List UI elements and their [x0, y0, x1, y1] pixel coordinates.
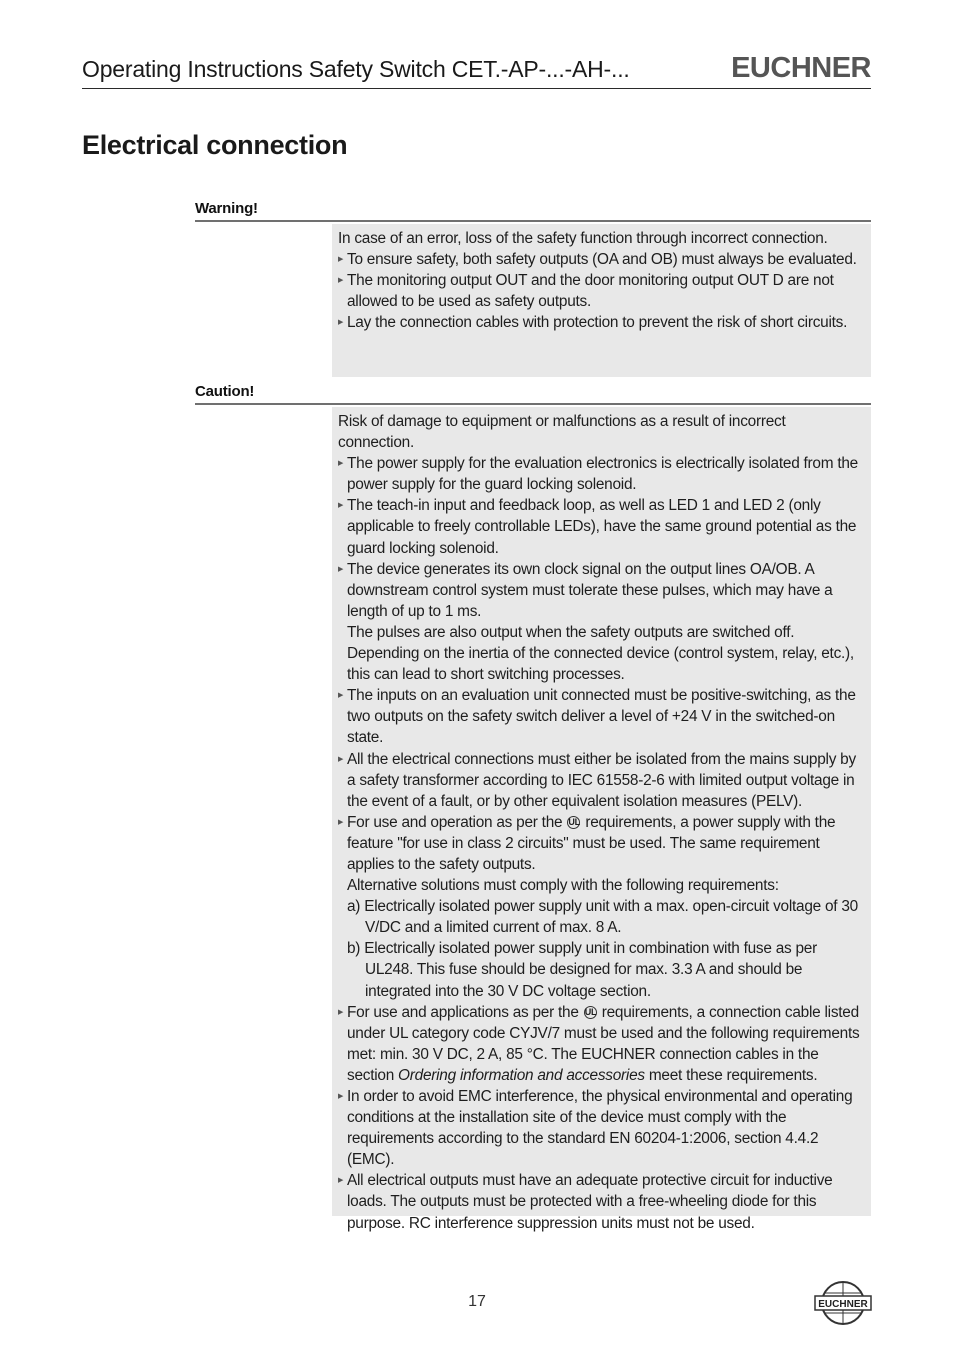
warning-intro: In case of an error, loss of the safety function through incorrect connection.	[338, 230, 828, 247]
bullet-icon: ▶	[338, 460, 344, 468]
bullet-icon: ▶	[338, 1177, 344, 1185]
list-item: ▶ For use and operation as per the UL requirements, a power supply with the feature "for use in class 2 circuits" must be used. The same requirement applies to the safety outputs. Alternative solutions must comply with the following requirements: a) Electrically isolated power supply unit with a max. open-circuit voltage of 30 V/DC and a limited current of max. 8 A. b) Electrically isolated power supply unit in combination with fuse as per UL248. This fuse should be designed for max. 3.3 A and should be integrated into the 30 V DC voltage section.	[338, 813, 858, 1000]
bullet-icon: ▶	[338, 277, 344, 285]
caution-box	[332, 407, 871, 1232]
bullet-icon: ▶	[338, 755, 344, 763]
caution-intro: Risk of damage to equipment or malfunctions as a result of incorrect connection.	[338, 413, 786, 452]
bullet-icon: ▶	[338, 319, 344, 327]
list-item: ▶ The device generates its own clock signal on the output lines OA/OB. A downstream control system must tolerate these pulses, which may have a length of up to 1 ms. The pulses are also output when the safety outputs are switched off. Depending on the inertia of the connected device (control system, relay, etc.), this can lead to short switching processes.	[338, 560, 854, 684]
list-item: ▶ The teach-in input and feedback loop, as well as LED 1 and LED 2 (only applicable to freely controllable LEDs), have the same ground potential as the guard locking solenoid.	[338, 497, 857, 557]
euchner-seal-logo	[814, 1280, 872, 1326]
bullet-icon: ▶	[338, 692, 344, 700]
list-item: ▶ Lay the connection cables with protection to prevent the risk of short circuits.	[338, 312, 865, 333]
document-title: Operating Instructions Safety Switch CET.-AP-...-AH-...	[82, 56, 630, 82]
caution-label: Caution!	[195, 383, 871, 405]
list-item: ▶ The monitoring output OUT and the door monitoring output OUT D are not allowed to be used as safety outputs.	[338, 272, 834, 311]
ul-mark-icon: UL	[568, 817, 580, 828]
bullet-icon: ▶	[338, 565, 344, 573]
list-item: ▶ The power supply for the evaluation electronics is electrically isolated from the power supply for the guard locking solenoid.	[338, 455, 858, 494]
warning-label: Warning!	[195, 200, 871, 222]
ul-mark-icon: UL	[584, 1007, 597, 1018]
bullet-icon: ▶	[338, 502, 344, 510]
section-title: Electrical connection	[82, 130, 348, 160]
bullet-icon: ▶	[338, 1093, 344, 1100]
footer-logo-text: EUCHNER	[818, 1299, 868, 1310]
page-header	[82, 52, 871, 89]
list-item: ▶ All the electrical connections must either be isolated from the mains supply by a safety transformer according to IEC 61558-2-6 with limited output voltage in the event of a fault, or by other equivalent isolation measures (PELV).	[338, 750, 856, 810]
list-item: ▶ In order to avoid EMC interference, the physical environmental and operating conditions at the installation site of the device must comply with the requirements according to the standard EN 60204-1:2006, section 4.4.2 (EMC).	[338, 1088, 853, 1169]
list-item: ▶ All electrical outputs must have an adequate protective circuit for inductive loads. The outputs must be protected with a free-wheeling diode for this purpose. RC interference suppression units must not be used.	[338, 1172, 833, 1232]
brand-logo: EUCHNER	[731, 52, 871, 84]
bullet-icon: ▶	[338, 256, 344, 264]
list-item: ▶ The inputs on an evaluation unit connected must be positive-switching, as the two outputs on the safety switch deliver a level of +24 V in the switched-on state.	[338, 687, 856, 747]
warning-list	[338, 249, 865, 333]
page-number: 17	[468, 1293, 486, 1310]
bullet-icon: ▶	[338, 818, 344, 826]
bullet-icon: ▶	[338, 1008, 344, 1016]
list-item: ▶ For use and applications as per the UL requirements, a connection cable listed under UL category code CYJV/7 must be used and the following requirements met: min. 30 V DC, 2 A, 85 °C. The EUCHNER connection cables in the section Ordering information and accessories meet these requirements.	[338, 1003, 860, 1084]
caution-list	[338, 453, 865, 1233]
list-item: ▶ To ensure safety, both safety outputs (OA and OB) must always be evaluated.	[338, 249, 865, 270]
warning-box	[332, 224, 871, 377]
